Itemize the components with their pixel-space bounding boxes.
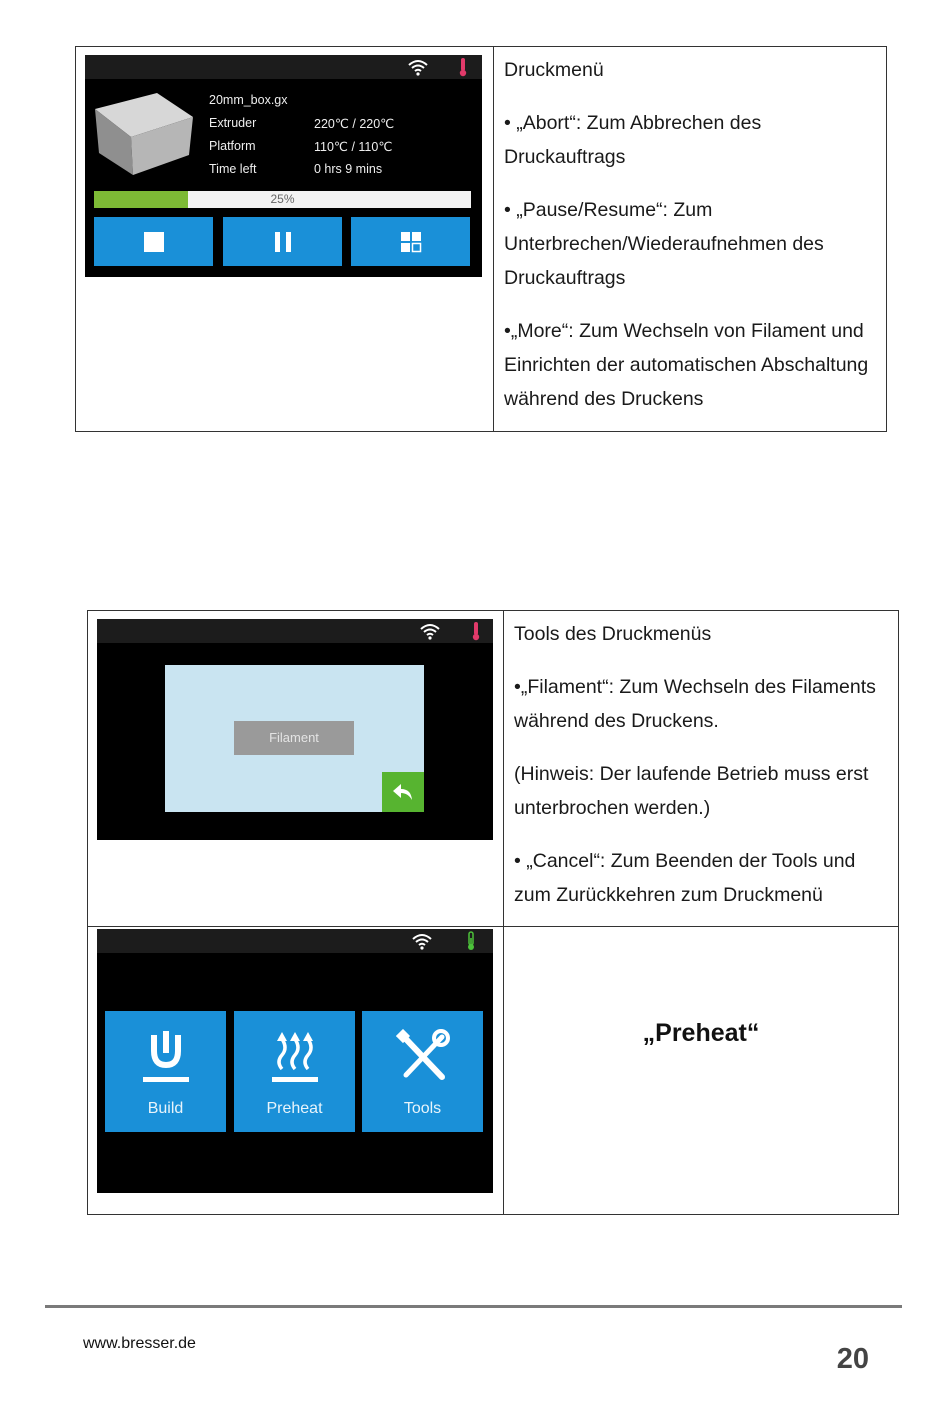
print-progress-bar [94, 191, 471, 208]
home-screen [97, 929, 493, 1193]
status-bar [97, 929, 493, 953]
tools-table [87, 610, 899, 1215]
abort-button[interactable] [94, 217, 213, 266]
print-screen-cell [76, 47, 494, 432]
wifi-icon [411, 932, 433, 950]
print-menu-description [494, 47, 887, 432]
platform-value: 110℃ / 110℃ [314, 140, 393, 154]
preheat-label: Preheat [266, 1100, 323, 1117]
file-name: 20mm_box.gx [209, 93, 288, 107]
status-bar [85, 55, 482, 79]
extruder-value: 220℃ / 220℃ [314, 117, 395, 131]
abort-description: • „Abort“: Zum Abbrechen des Druckauftrags [504, 112, 762, 168]
status-bar [97, 619, 493, 643]
thermometer-icon [466, 931, 476, 951]
preheat-tile[interactable] [234, 1011, 355, 1132]
tools-screen-cell [88, 611, 504, 927]
build-icon [141, 1029, 191, 1085]
filament-description: •„Filament“: Zum Wechseln des Filaments während des Druckens. [514, 676, 876, 732]
pause-icon [273, 231, 293, 253]
preheat-icon [270, 1029, 320, 1085]
home-screen-cell [88, 927, 504, 1215]
footer-url: www.bresser.de [83, 1335, 196, 1352]
extruder-label: Extruder [209, 116, 257, 130]
preheat-heading: „Preheat“ [642, 1019, 760, 1047]
platform-label: Platform [209, 139, 256, 153]
more-grid-icon [400, 231, 422, 253]
time-left-label: Time left [209, 162, 257, 176]
print-screen [85, 55, 482, 277]
preheat-description [504, 927, 899, 1215]
tools-dialog [165, 665, 424, 812]
more-description: •„More“: Zum Wechseln von Filament und Einrichten der automatischen Abschaltung während des Druckens [504, 320, 869, 410]
build-tile[interactable] [105, 1011, 226, 1132]
print-menu-table [75, 46, 887, 432]
cancel-back-button[interactable] [382, 772, 424, 812]
thermometer-hot-icon [471, 621, 481, 641]
tools-title: Tools des Druckmenüs [514, 623, 712, 645]
page-number: 20 [836, 1343, 869, 1375]
progress-percent: 25% [270, 192, 295, 206]
build-label: Build [147, 1100, 184, 1117]
print-menu-title: Druckmenü [504, 59, 604, 81]
thermometer-hot-icon [458, 57, 468, 77]
tools-icon [396, 1029, 450, 1085]
tools-screen [97, 619, 493, 840]
time-left-value: 0 hrs 9 mins [314, 162, 383, 176]
tools-note: (Hinweis: Der laufende Betrieb muss erst unterbrochen werden.) [514, 763, 869, 819]
more-button[interactable] [351, 217, 470, 266]
tools-label: Tools [403, 1100, 442, 1117]
filament-button[interactable]: Filament [234, 721, 354, 755]
wifi-icon [407, 58, 429, 76]
cancel-description: • „Cancel“: Zum Beenden der Tools und zum Zurückkehren zum Druckmenü [514, 850, 856, 906]
wifi-icon [419, 622, 441, 640]
model-preview-image [89, 91, 199, 181]
pause-resume-button[interactable] [223, 217, 342, 266]
stop-icon [143, 231, 165, 253]
tools-tile[interactable] [362, 1011, 483, 1132]
pause-resume-description: • „Pause/Resume“: Zum Unterbrechen/Wiederaufnehmen des Druckauftrags [504, 199, 824, 289]
footer-divider [45, 1305, 902, 1308]
back-arrow-icon [391, 781, 415, 803]
tools-description [504, 611, 899, 927]
